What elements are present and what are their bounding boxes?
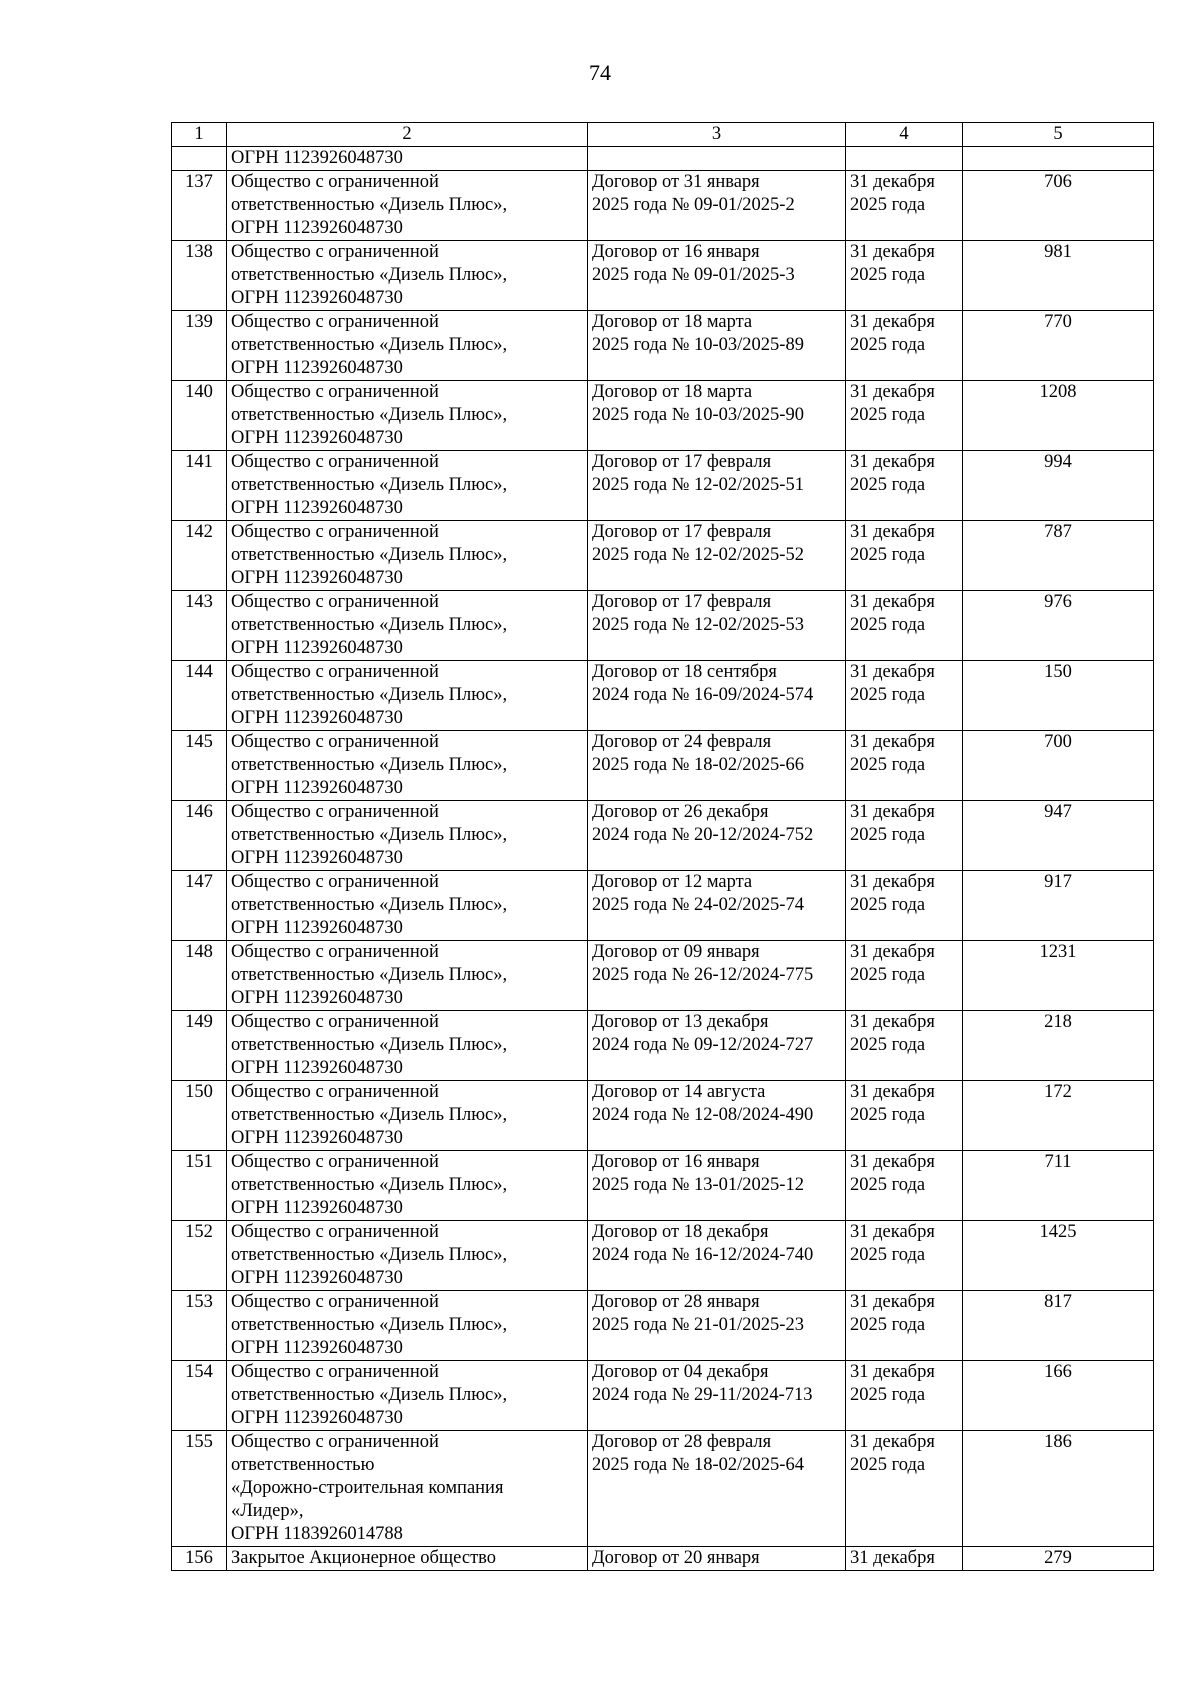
cell-value: 917 — [963, 871, 1154, 941]
date-line: 2025 года — [850, 1175, 926, 1195]
cell-value: 787 — [963, 521, 1154, 591]
contract-line: Договор от 18 декабря — [592, 1222, 769, 1242]
cell-num: 151 — [172, 1151, 227, 1221]
org-line: ответственностью «Дизель Плюс», — [231, 755, 508, 775]
date-line: 31 декабря — [850, 242, 935, 262]
table-row — [172, 1291, 1154, 1361]
table-row — [172, 1221, 1154, 1291]
date-line: 2025 года — [850, 1385, 926, 1405]
org-line: ответственностью «Дизель Плюс», — [231, 1385, 508, 1405]
contract-line: 2024 года № 20-12/2024-752 — [592, 825, 814, 845]
contract-line: Договор от 31 января — [592, 172, 760, 192]
contract-line: 2025 года № 10-03/2025-90 — [592, 405, 804, 425]
org-line: ответственностью «Дизель Плюс», — [231, 335, 508, 355]
org-line: ОГРН 1123926048730 — [231, 568, 403, 588]
cell-org — [227, 731, 588, 801]
table-row — [172, 801, 1154, 871]
table-row — [172, 661, 1154, 731]
cell-contract — [588, 1291, 846, 1361]
contract-line: 2024 года № 12-08/2024-490 — [592, 1105, 814, 1125]
cell-org — [227, 661, 588, 731]
org-line: Общество с ограниченной — [231, 522, 439, 542]
org-line: ответственностью «Дизель Плюс», — [231, 195, 508, 215]
cell-value: 711 — [963, 1151, 1154, 1221]
cell-date — [846, 941, 963, 1011]
cell-contract — [588, 591, 846, 661]
org-line: ОГРН 1183926014788 — [231, 1524, 403, 1544]
cell-value — [963, 147, 1154, 171]
date-line: 31 декабря — [850, 1082, 935, 1102]
date-line: 2025 года — [850, 755, 926, 775]
cell-org — [227, 1011, 588, 1081]
cell-num: 156 — [172, 1547, 227, 1571]
column-header: 5 — [963, 123, 1154, 147]
cell-value: 976 — [963, 591, 1154, 661]
cell-value: 172 — [963, 1081, 1154, 1151]
contract-line: 2024 года № 09-12/2024-727 — [592, 1035, 814, 1055]
table-row — [172, 731, 1154, 801]
cell-value: 994 — [963, 451, 1154, 521]
contract-line: 2025 года № 24-02/2025-74 — [592, 895, 804, 915]
org-line: Общество с ограниченной — [231, 1152, 439, 1172]
cell-contract — [588, 941, 846, 1011]
date-line: 2025 года — [850, 335, 926, 355]
cell-value: 218 — [963, 1011, 1154, 1081]
cell-org — [227, 1431, 588, 1547]
cell-num: 150 — [172, 1081, 227, 1151]
date-line: 2025 года — [850, 265, 926, 285]
cell-contract — [588, 1221, 846, 1291]
cell-value: 700 — [963, 731, 1154, 801]
contract-line: Договор от 14 августа — [592, 1082, 766, 1102]
cell-org — [227, 381, 588, 451]
org-line: ОГРН 1123926048730 — [231, 288, 403, 308]
cell-org — [227, 1361, 588, 1431]
org-line: Общество с ограниченной — [231, 1362, 439, 1382]
contract-line: Договор от 09 января — [592, 942, 760, 962]
cell-value: 1425 — [963, 1221, 1154, 1291]
contract-line: 2025 года № 18-02/2025-64 — [592, 1455, 804, 1475]
org-line: ответственностью «Дизель Плюс», — [231, 265, 508, 285]
cell-org — [227, 171, 588, 241]
cell-value: 186 — [963, 1431, 1154, 1547]
cell-num: 141 — [172, 451, 227, 521]
contract-line: Договор от 16 января — [592, 1152, 760, 1172]
date-line: 31 декабря — [850, 1432, 935, 1452]
cell-date — [846, 661, 963, 731]
column-header: 2 — [227, 123, 588, 147]
date-line: 31 декабря — [850, 1362, 935, 1382]
continuation-row — [172, 147, 1154, 171]
cell-contract — [588, 521, 846, 591]
org-line: ответственностью «Дизель Плюс», — [231, 475, 508, 495]
cell-contract — [588, 311, 846, 381]
org-line: ОГРН 1123926048730 — [231, 498, 403, 518]
cell-contract — [588, 731, 846, 801]
date-line: 31 декабря — [850, 592, 935, 612]
table-row — [172, 311, 1154, 381]
contract-line: Договор от 12 марта — [592, 872, 753, 892]
org-line: ОГРН 1123926048730 — [231, 428, 403, 448]
date-line: 2025 года — [850, 475, 926, 495]
contract-line: 2025 года № 12-02/2025-52 — [592, 545, 804, 565]
cell-num: 143 — [172, 591, 227, 661]
date-line: 2025 года — [850, 195, 926, 215]
table-row — [172, 1081, 1154, 1151]
date-line: 2025 года — [850, 1105, 926, 1125]
contract-line: Договор от 13 декабря — [592, 1012, 769, 1032]
contract-line: Договор от 20 января — [592, 1548, 760, 1568]
cell-contract — [588, 1151, 846, 1221]
org-line: Общество с ограниченной — [231, 1292, 439, 1312]
date-line: 31 декабря — [850, 1548, 935, 1568]
org-line: Общество с ограниченной — [231, 942, 439, 962]
date-line: 2025 года — [850, 1035, 926, 1055]
cell-num: 139 — [172, 311, 227, 381]
cell-date — [846, 241, 963, 311]
cell-num: 138 — [172, 241, 227, 311]
org-line: ОГРН 1123926048730 — [231, 708, 403, 728]
contract-line: Договор от 17 февраля — [592, 592, 772, 612]
org-line: ответственностью «Дизель Плюс», — [231, 1315, 508, 1335]
org-line: Общество с ограниченной — [231, 1012, 439, 1032]
date-line: 31 декабря — [850, 172, 935, 192]
cell-contract — [588, 871, 846, 941]
date-line: 2025 года — [850, 685, 926, 705]
contract-line: 2024 года № 16-12/2024-740 — [592, 1245, 814, 1265]
cell-date — [846, 1011, 963, 1081]
cell-contract — [588, 1361, 846, 1431]
date-line: 2025 года — [850, 895, 926, 915]
cell-org — [227, 871, 588, 941]
cell-org — [227, 521, 588, 591]
date-line: 31 декабря — [850, 1152, 935, 1172]
contract-line: Договор от 24 февраля — [592, 732, 772, 752]
column-header: 4 — [846, 123, 963, 147]
org-line: Общество с ограниченной — [231, 1082, 439, 1102]
org-line: Общество с ограниченной — [231, 872, 439, 892]
cell-num: 142 — [172, 521, 227, 591]
date-line: 31 декабря — [850, 1012, 935, 1032]
contract-line: 2025 года № 09-01/2025-3 — [592, 265, 795, 285]
table-row — [172, 1011, 1154, 1081]
org-line: ОГРН 1123926048730 — [231, 1408, 403, 1428]
cell-org — [227, 591, 588, 661]
org-line: ОГРН 1123926048730 — [231, 358, 403, 378]
table-row — [172, 171, 1154, 241]
date-line: 2025 года — [850, 545, 926, 565]
org-line: Общество с ограниченной — [231, 382, 439, 402]
cell-value: 981 — [963, 241, 1154, 311]
org-line: ОГРН 1123926048730 — [231, 988, 403, 1008]
cell-date — [846, 801, 963, 871]
cell-num: 147 — [172, 871, 227, 941]
cell-date — [846, 381, 963, 451]
date-line: 31 декабря — [850, 662, 935, 682]
cell-value: 166 — [963, 1361, 1154, 1431]
org-line: Общество с ограниченной — [231, 172, 439, 192]
contract-line: 2025 года № 18-02/2025-66 — [592, 755, 804, 775]
date-line: 31 декабря — [850, 452, 935, 472]
table-row — [172, 241, 1154, 311]
date-line: 2025 года — [850, 965, 926, 985]
contract-line: Договор от 18 сентября — [592, 662, 777, 682]
cell-contract — [588, 1011, 846, 1081]
cell-org — [227, 1291, 588, 1361]
cell-contract — [588, 241, 846, 311]
org-line: ОГРН 1123926048730 — [231, 1268, 403, 1288]
cell-value: 817 — [963, 1291, 1154, 1361]
cell-value: 770 — [963, 311, 1154, 381]
date-line: 2025 года — [850, 615, 926, 635]
date-line: 2025 года — [850, 1315, 926, 1335]
date-line: 31 декабря — [850, 732, 935, 752]
cell-contract — [588, 1547, 846, 1571]
contract-line: Договор от 16 января — [592, 242, 760, 262]
contract-line: 2024 года № 16-09/2024-574 — [592, 685, 814, 705]
contract-line: Договор от 17 февраля — [592, 522, 772, 542]
org-line: ответственностью «Дизель Плюс», — [231, 1105, 508, 1125]
org-line: ответственностью «Дизель Плюс», — [231, 1245, 508, 1265]
org-line: ОГРН 1123926048730 — [231, 1128, 403, 1148]
cell-date — [846, 871, 963, 941]
cell-org — [227, 1151, 588, 1221]
org-line: Общество с ограниченной — [231, 312, 439, 332]
cell-num: 140 — [172, 381, 227, 451]
table-header-row — [172, 123, 1154, 147]
org-line: ответственностью «Дизель Плюс», — [231, 895, 508, 915]
cell-date — [846, 1291, 963, 1361]
cell-value: 1208 — [963, 381, 1154, 451]
org-line: «Дорожно-строительная компания — [231, 1478, 504, 1498]
table-row — [172, 1547, 1154, 1571]
org-line: ОГРН 1123926048730 — [231, 638, 403, 658]
contract-line: Договор от 26 декабря — [592, 802, 769, 822]
table-row — [172, 521, 1154, 591]
cell-value: 947 — [963, 801, 1154, 871]
org-line: ответственностью «Дизель Плюс», — [231, 545, 508, 565]
cell-contract — [588, 801, 846, 871]
date-line: 31 декабря — [850, 1222, 935, 1242]
org-line: ответственностью «Дизель Плюс», — [231, 685, 508, 705]
org-line: ОГРН 1123926048730 — [231, 1338, 403, 1358]
org-line: ответственностью «Дизель Плюс», — [231, 825, 508, 845]
org-line: Закрытое Акционерное общество — [231, 1548, 497, 1568]
org-line: Общество с ограниченной — [231, 662, 439, 682]
cell-date — [846, 1431, 963, 1547]
cell-contract — [588, 147, 846, 171]
contract-line: 2025 года № 09-01/2025-2 — [592, 195, 795, 215]
table-row — [172, 941, 1154, 1011]
contract-line: 2025 года № 12-02/2025-51 — [592, 475, 804, 495]
cell-org: ОГРН 1123926048730 — [227, 147, 588, 171]
org-line: Общество с ограниченной — [231, 592, 439, 612]
cell-value: 706 — [963, 171, 1154, 241]
org-line: ОГРН 1123926048730 — [231, 778, 403, 798]
cell-value: 1231 — [963, 941, 1154, 1011]
contract-line: 2025 года № 26-12/2024-775 — [592, 965, 814, 985]
cell-contract — [588, 381, 846, 451]
cell-contract — [588, 451, 846, 521]
cell-org — [227, 1547, 588, 1571]
contract-line: Договор от 28 января — [592, 1292, 760, 1312]
date-line: 2025 года — [850, 1455, 926, 1475]
org-line: Общество с ограниченной — [231, 802, 439, 822]
org-line: ответственностью «Дизель Плюс», — [231, 1175, 508, 1195]
cell-contract — [588, 1431, 846, 1547]
date-line: 2025 года — [850, 825, 926, 845]
org-line: «Лидер», — [231, 1501, 304, 1521]
cell-contract — [588, 171, 846, 241]
cell-num: 148 — [172, 941, 227, 1011]
contract-line: 2025 года № 13-01/2025-12 — [592, 1175, 804, 1195]
column-header: 1 — [172, 123, 227, 147]
cell-num: 146 — [172, 801, 227, 871]
cell-date — [846, 1151, 963, 1221]
cell-date — [846, 1081, 963, 1151]
date-line: 31 декабря — [850, 1292, 935, 1312]
org-line: ответственностью «Дизель Плюс», — [231, 1035, 508, 1055]
cell-date — [846, 731, 963, 801]
org-line: Общество с ограниченной — [231, 732, 439, 752]
org-line: ответственностью «Дизель Плюс», — [231, 965, 508, 985]
cell-num: 155 — [172, 1431, 227, 1547]
cell-contract — [588, 1081, 846, 1151]
cell-num: 152 — [172, 1221, 227, 1291]
org-line: ОГРН 1123926048730 — [231, 848, 403, 868]
cell-value: 150 — [963, 661, 1154, 731]
cell-date — [846, 1361, 963, 1431]
org-line: ОГРН 1123926048730 — [231, 1058, 403, 1078]
cell-date — [846, 1221, 963, 1291]
table-row — [172, 1361, 1154, 1431]
org-line: Общество с ограниченной — [231, 1222, 439, 1242]
org-line: ответственностью «Дизель Плюс», — [231, 405, 508, 425]
table-row — [172, 591, 1154, 661]
org-line: Общество с ограниченной — [231, 242, 439, 262]
date-line: 31 декабря — [850, 872, 935, 892]
cell-org — [227, 941, 588, 1011]
cell-num: 145 — [172, 731, 227, 801]
cell-org — [227, 451, 588, 521]
cell-date — [846, 521, 963, 591]
cell-org — [227, 241, 588, 311]
cell-num: 153 — [172, 1291, 227, 1361]
date-line: 31 декабря — [850, 312, 935, 332]
contract-line: 2025 года № 12-02/2025-53 — [592, 615, 804, 635]
cell-date — [846, 451, 963, 521]
column-header: 3 — [588, 123, 846, 147]
cell-org — [227, 1081, 588, 1151]
contract-line: 2025 года № 21-01/2025-23 — [592, 1315, 804, 1335]
table-row — [172, 1151, 1154, 1221]
org-line: Общество с ограниченной — [231, 452, 439, 472]
cell-org — [227, 801, 588, 871]
cell-contract — [588, 661, 846, 731]
cell-num: 154 — [172, 1361, 227, 1431]
date-line: 2025 года — [850, 1245, 926, 1265]
org-line: ОГРН 1123926048730 — [231, 1198, 403, 1218]
table-row — [172, 451, 1154, 521]
cell-org — [227, 1221, 588, 1291]
org-line: ответственностью «Дизель Плюс», — [231, 615, 508, 635]
cell-num: 137 — [172, 171, 227, 241]
date-line: 2025 года — [850, 405, 926, 425]
cell-date — [846, 591, 963, 661]
cell-date — [846, 147, 963, 171]
contract-line: 2025 года № 10-03/2025-89 — [592, 335, 804, 355]
org-line: ОГРН 1123926048730 — [231, 918, 403, 938]
org-line: ответственностью — [231, 1455, 375, 1475]
date-line: 31 декабря — [850, 802, 935, 822]
contract-line: 2024 года № 29-11/2024-713 — [592, 1385, 813, 1405]
cell-num: 149 — [172, 1011, 227, 1081]
cell-date — [846, 311, 963, 381]
contract-line: Договор от 18 марта — [592, 312, 753, 332]
table-row — [172, 381, 1154, 451]
cell-num — [172, 147, 227, 171]
contracts-table — [171, 122, 1154, 1571]
cell-num: 144 — [172, 661, 227, 731]
date-line: 31 декабря — [850, 522, 935, 542]
cell-date — [846, 1547, 963, 1571]
cell-org — [227, 311, 588, 381]
table-row — [172, 871, 1154, 941]
cell-value: 279 — [963, 1547, 1154, 1571]
date-line: 31 декабря — [850, 382, 935, 402]
contract-line: Договор от 28 февраля — [592, 1432, 772, 1452]
contract-line: Договор от 17 февраля — [592, 452, 772, 472]
date-line: 31 декабря — [850, 942, 935, 962]
org-line: Общество с ограниченной — [231, 1432, 439, 1452]
cell-date — [846, 171, 963, 241]
org-line: ОГРН 1123926048730 — [231, 218, 403, 238]
contract-line: Договор от 18 марта — [592, 382, 753, 402]
page-number: 74 — [589, 60, 611, 85]
contract-line: Договор от 04 декабря — [592, 1362, 769, 1382]
table-row — [172, 1431, 1154, 1547]
